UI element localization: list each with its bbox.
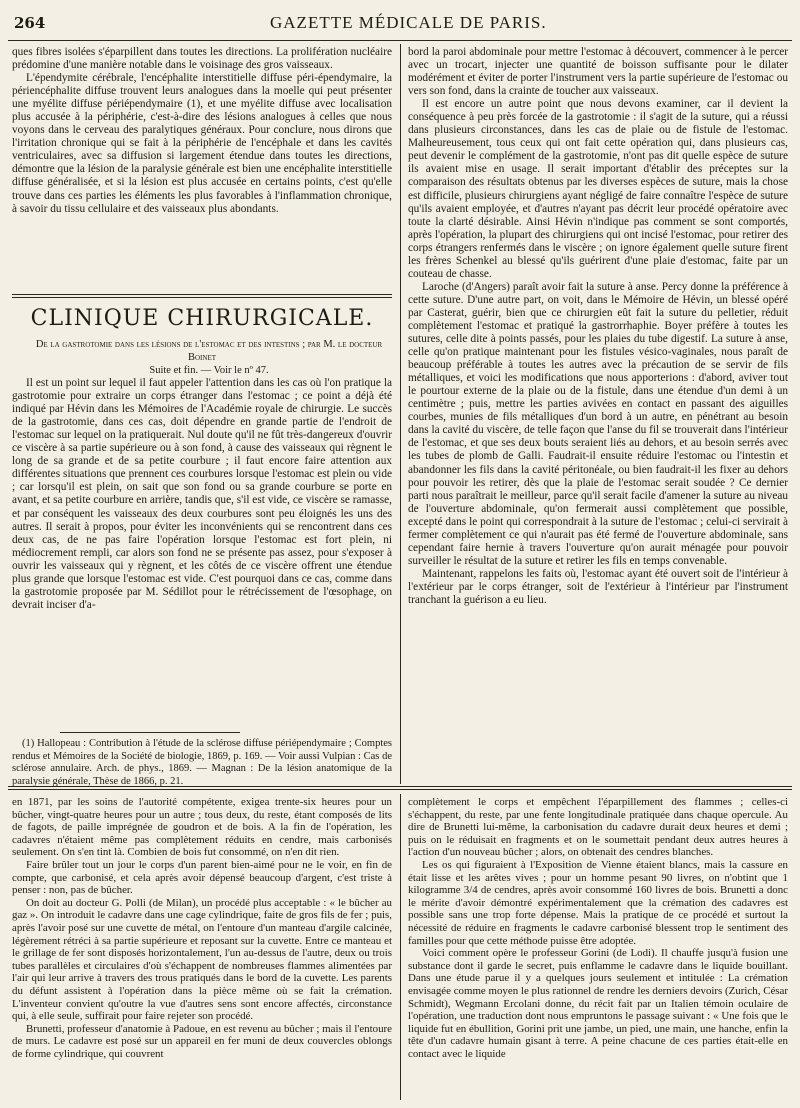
paragraph: Brunetti, professeur d'anatomie à Padoue, en est revenu au bûcher ; mais il l'entoure de murs. Le cadavre est posé sur un appareil en fer muni de deux couvercles oblongs de forme cylindrique, qui couvrent	[12, 1022, 392, 1060]
feuilleton-rule-double	[8, 789, 792, 790]
paragraph: complètement le corps et empêchent l'éparpillement des flammes ; celles-ci s'échappent, du reste, par une fente longitudinale pratiquée dans chaque opercule. Au dire de Brunetti lui-même, la carbonisation du cadavre durait deux heures et demi ; puis on le réduisait en fragments et on le soumettait pendant deux autres heures à l'action d'un nouveau bûcher ; alors, on obtenait des cendres blanches.	[408, 796, 788, 859]
column-divider	[400, 44, 401, 784]
page-header	[0, 12, 800, 38]
paragraph: Maintenant, rappelons les faits où, l'estomac ayant été ouvert soit de l'intérieur à l'extérieur par le corps étranger, soit de l'extérieur à l'intérieur par l'instrument tranchant la guérison a eu lieu.	[408, 567, 788, 606]
footnote	[12, 738, 392, 788]
paragraph: Laroche (d'Angers) paraît avoir fait la suture à anse. Percy donne la préférence à cette suture. D'une autre part, on voit, dans le Mémoire de Hévin, un blessé opéré par Casterat, guérir, bien que ce chirurgien eût fait la suture du pelletier, réduit complètement l'estomac et pratiqué la gastrorrhaphie. Boyer préfère à toutes les sutures, celle dite à points passés, pour les plaies du tube digestif. La suture à anse, celle qu'on pratique maintenant pour les fistules vésico-vaginales, nous paraît de beaucoup préférable à toutes les autres avec la précaution de se servir de fils métalliques, et voici les modifications que nous apporterions : d'abord, aviver tout le pourtour externe de la plaie ou de la fistule, dans une étendue d'un demi à un centimètre ; puis, mettre les parties avivées en contact en passant des aiguilles courbes, munies de fils métalliques d'un bord à un autre, en pénétrant au besoin dans la cavité du viscère, de telle façon que l'anse du fil se trouverait dans l'intérieur de l'estomac, et que ses deux bouts seraient liés au dehors, et au besoin serrés avec les tubes de plomb de Galli. Faudrait-il ensuite réduire l'estomac ou l'intestin et abandonner les fils dans la cavité péritonéale, ou bien faudrait-il les fixer au dehors pour pouvoir les retirer, dès que la plaie de l'estomac serait soudée ? Ce dernier parti nous paraîtrait le meilleur, parce qu'il serait facile d'amener la suture au niveau de l'ouverture abdominale, qu'on fermerait aussi complètement que possible, excepté dans le point qui correspondrait à la suture de l'estomac ; celui-ci servirait à fermer complètement ce qui n'aurait pas été fermé de l'ouverture abdominale, sans cependant faire hernie à travers l'ouverture qu'on aurait ménagée pour pouvoir surveiller le résultat de la suture et retirer les fils en temps convenable.	[408, 280, 788, 567]
paragraph: Voici comment opère le professeur Gorini (de Lodi). Il chauffe jusqu'à fusion une substance dont il garde le secret, puis enflamme le cadavre dans le liquide bouillant. Dans une étude parue il y a quelques jours seulement et intitulée : La crémation envisagée comme moyen le plus rationnel de rendre les derniers devoirs (Zurich, César Schmidt), Wegmann Ercolani donne, du récit fait par un Italien témoin oculaire de l'opération, une traduction dont nous empruntons le passage suivant : « Une fois que le liquide fut en ébullition, Gorini prit une jambe, un pied, une main, une hanche, enfin la tête d'un cadavre humain gisant à terre. A peine chacune de ces parties était-elle en contact avec le liquide	[408, 947, 788, 1060]
paragraph: en 1871, par les soins de l'autorité compétente, exigea trente-six heures pour un bûcher, vingt-quatre heures pour un autre ; tous deux, du reste, étant composés de lits de fagots, de paille imprégnée de goudron et de bois. A la fin de l'opération, les cadavres n'étaient même pas complètement réduits en cendre, mais carbonisés seulement. On s'en tint là. Combien de bois fut consommé, on n'en dit rien.	[12, 796, 392, 859]
paragraph: ques fibres isolées s'éparpillent dans toutes les directions. La prolifération nucléaire prédomine d'une manière notable dans le voisinage des gros vaisseaux.	[12, 46, 392, 72]
paragraph: Faire brûler tout un jour le corps d'un parent bien-aimé pour ne le voir, en fin de compte, que carbonisé, et cela après avoir dépensé beaucoup d'argent, c'est triste à penser : non, pas de bûcher.	[12, 858, 392, 897]
paragraph: Les os qui figuraient à l'Exposition de Vienne étaient blancs, mais la cassure en était lisse et les arêtes vives ; pour un homme pesant 90 livres, on n'obtint que 1 kilogramme 3/4 de cendres, après avoir consommé 160 livres de bois. Brunetti a donc le mérite d'avoir démontré expérimentalement que la crémation des cadavres est possible sans une trop forte dépense. Mais la pratique de ce procédé et surtout la nécessité de réduire en fragments le cadavre carbonisé blessent trop le sentiment des familles pour que cette méthode puisse être adoptée.	[408, 858, 788, 947]
page-number: 264	[14, 14, 46, 32]
footnote-text: (1) Hallopeau : Contribution à l'étude de la sclérose diffuse périépendymaire ; Comptes rendus et Mémoires de la Société de biologie, 1869, p. 169. — Voir aussi Vulpian : Cas de sclérose annulaire. Arch. de phys., 1869. — Magnan : De la lésion anatomique de la paralysie générale, Thèse de 1866, p. 21.	[12, 738, 392, 787]
paragraph: Il est un point sur lequel il faut appeler l'attention dans les cas où l'on pratique la gastrotomie pour extraire un corps étranger dans l'estomac ; ce point a déjà été indiqué par Hévin dans les Mémoires de l'Académie royale de chirurgie. Le succès de la gastrotomie, dans ces cas, doit dépendre en grande partie de l'endroit de l'estomac sur lequel on la pratiquerait. Nul doute qu'il ne fût très-dangereux d'ouvrir ce viscère à sa partie supérieure ou à son fond, à cause des vaisseaux qui règnent le long de sa grande et de sa petite courbure ; il faut encore faire attention aux différentes situations que prennent ces courbures lorsque l'estomac est plein ou vide ; car lorsqu'il est plein, on sait que son fond ou sa grande courbure se porte en avant, et sa petite courbure en arrière, tandis que, s'il est vide, ce viscère se ramasse, et par conséquent les vaisseaux des deux courbures sont peu éloignés les uns des autres. Il serait à propos, pour éviter les inconvénients qui se rencontrent dans ces deux cas, de ne pas faire l'opération lorsque l'estomac est fort plein, ni médiocrement rempli, car alors son fond ne se présente pas assez, pour s'exposer à ouvrir les vaisseaux qui y règnent, et les côtés de ce viscère offrent une étendue plus grande que lorsque l'estomac est vide. C'est pourquoi dans ce cas, comme dans la gastrotomie proposée par M. Sédillot pour le rétrécissement de l'œsophage, on devrait inciser d'a-	[12, 377, 392, 611]
article-continuation	[12, 46, 392, 216]
paragraph: L'épendymite cérébrale, l'encéphalite interstitielle diffuse péri-épendymaire, la périencéphalite diffuse trouvent leurs analogues dans la moelle qui peut présenter une myélite diffuse périépendymaire (1), et une myélite diffuse avec localisation plus accusée à la périphérie, c'est-à-dire des lésions analogues à celles que nous voyons dans le cerveau des paralytiques généraux. Pour conclure, nous dirons que l'irritation chronique qui se fait à la périphérie de l'encéphale et dans les cavités ventriculaires, avec sa diffusion si largement étendue dans toutes les directions, démontre que la lésion de la paralysie générale est bien une encéphalite interstitielle diffuse généralisée, et si la lésion est plus accusée en certains points, c'est qu'elle trouve dans ces parties les éléments les plus favorables à l'inflammation chronique, à savoir du tissu cellulaire et des vaisseaux plus abondants.	[12, 72, 392, 215]
section-title: CLINIQUE CHIRURGICALE.	[30, 306, 374, 331]
clinique-article-continued	[408, 46, 788, 607]
paragraph: bord la paroi abdominale pour mettre l'estomac à découvert, commencer à le percer avec un trocart, injecter une quantité de boisson suffisante pour le dilater modérément et éviter de porter l'instrument vers la partie supérieure de l'estomac ou vers son fond, dans la crainte de toucher aux vaisseaux.	[408, 46, 788, 98]
header-rule	[8, 40, 792, 41]
section-rule	[12, 294, 392, 295]
feuilleton-left	[12, 796, 392, 1060]
paragraph: On doit au docteur G. Polli (de Milan), un procédé plus acceptable : « le bûcher au gaz ». On introduit le cadavre dans une cage cylindrique, faite de gros fils de fer ; puis, après l'avoir posé sur une cuvette de métal, on l'entoure d'un manteau d'argile calcinée, légèrement rétréci à sa partie supérieure et reposant sur la cuvette. Entre ce manteau et le grillage de fer sont disposés horizontalement, l'un au-dessus de l'autre, deux ou trois tubes parallèles et circulaires d'où s'échappent de nombreuses flammes alimentées par l'air qui leur arrive à travers des trous pratiqués dans le bord de la cuvette. Les parents du défunt assistent à l'opération dans la pièce même où se fait la crémation. L'inventeur convient qu'outre la vue d'autres sens sont encore affectés, circonstance qui, à elle seule, suffirait pour faire rejeter son procédé.	[12, 896, 392, 1023]
journal-title: GAZETTE MÉDICALE DE PARIS.	[270, 13, 547, 32]
column-divider	[400, 794, 401, 1100]
feuilleton-rule	[8, 786, 792, 787]
section-rule-double	[12, 297, 392, 298]
footnote-rule	[60, 732, 240, 733]
paragraph: Il est encore un autre point que nous devons examiner, car il devient la conséquence à peu près forcée de la gastrotomie : il s'agit de la suture, qui a réussi dans plusieurs circonstances, dans les cas de plaie ou de fistule de l'estomac. Malheureusement, tous ceux qui ont fait cette opération qui, dans plusieurs cas, peut devenir le complément de la gastrotomie, n'ont pas dit quelle espèce de suture ils avaient mise en usage. Il serait important d'établir des préceptes sur la comparaison des résultats obtenus par les diverses espèces de suture, mais la chose est difficile, plusieurs chirurgiens ayant négligé de faire connaître l'espèce de suture qu'ils avaient employée, et d'autres n'ayant pas décrit leur procédé opératoire avec toute la clarté désirable. Ainsi Hévin n'indique pas comment se sont comportés, après l'opération, la plupart des chirurgiens qui ont incisé l'estomac, pour retirer des corps étrangers renfermés dans le viscère ; on ignore également quelle suture firent les frères Schenkel au blessé qu'ils guérirent d'une plaie d'estomac, faite par un couteau de chasse.	[408, 98, 788, 280]
clinique-article	[12, 338, 392, 612]
continuation-note: Suite et fin. — Voir le nº 47.	[149, 365, 269, 376]
feuilleton-right	[408, 796, 788, 1060]
article-subtitle: De la gastrotomie dans les lésions de l'estomac et des intestins ; par M. le docteur Boinet	[35, 339, 383, 363]
